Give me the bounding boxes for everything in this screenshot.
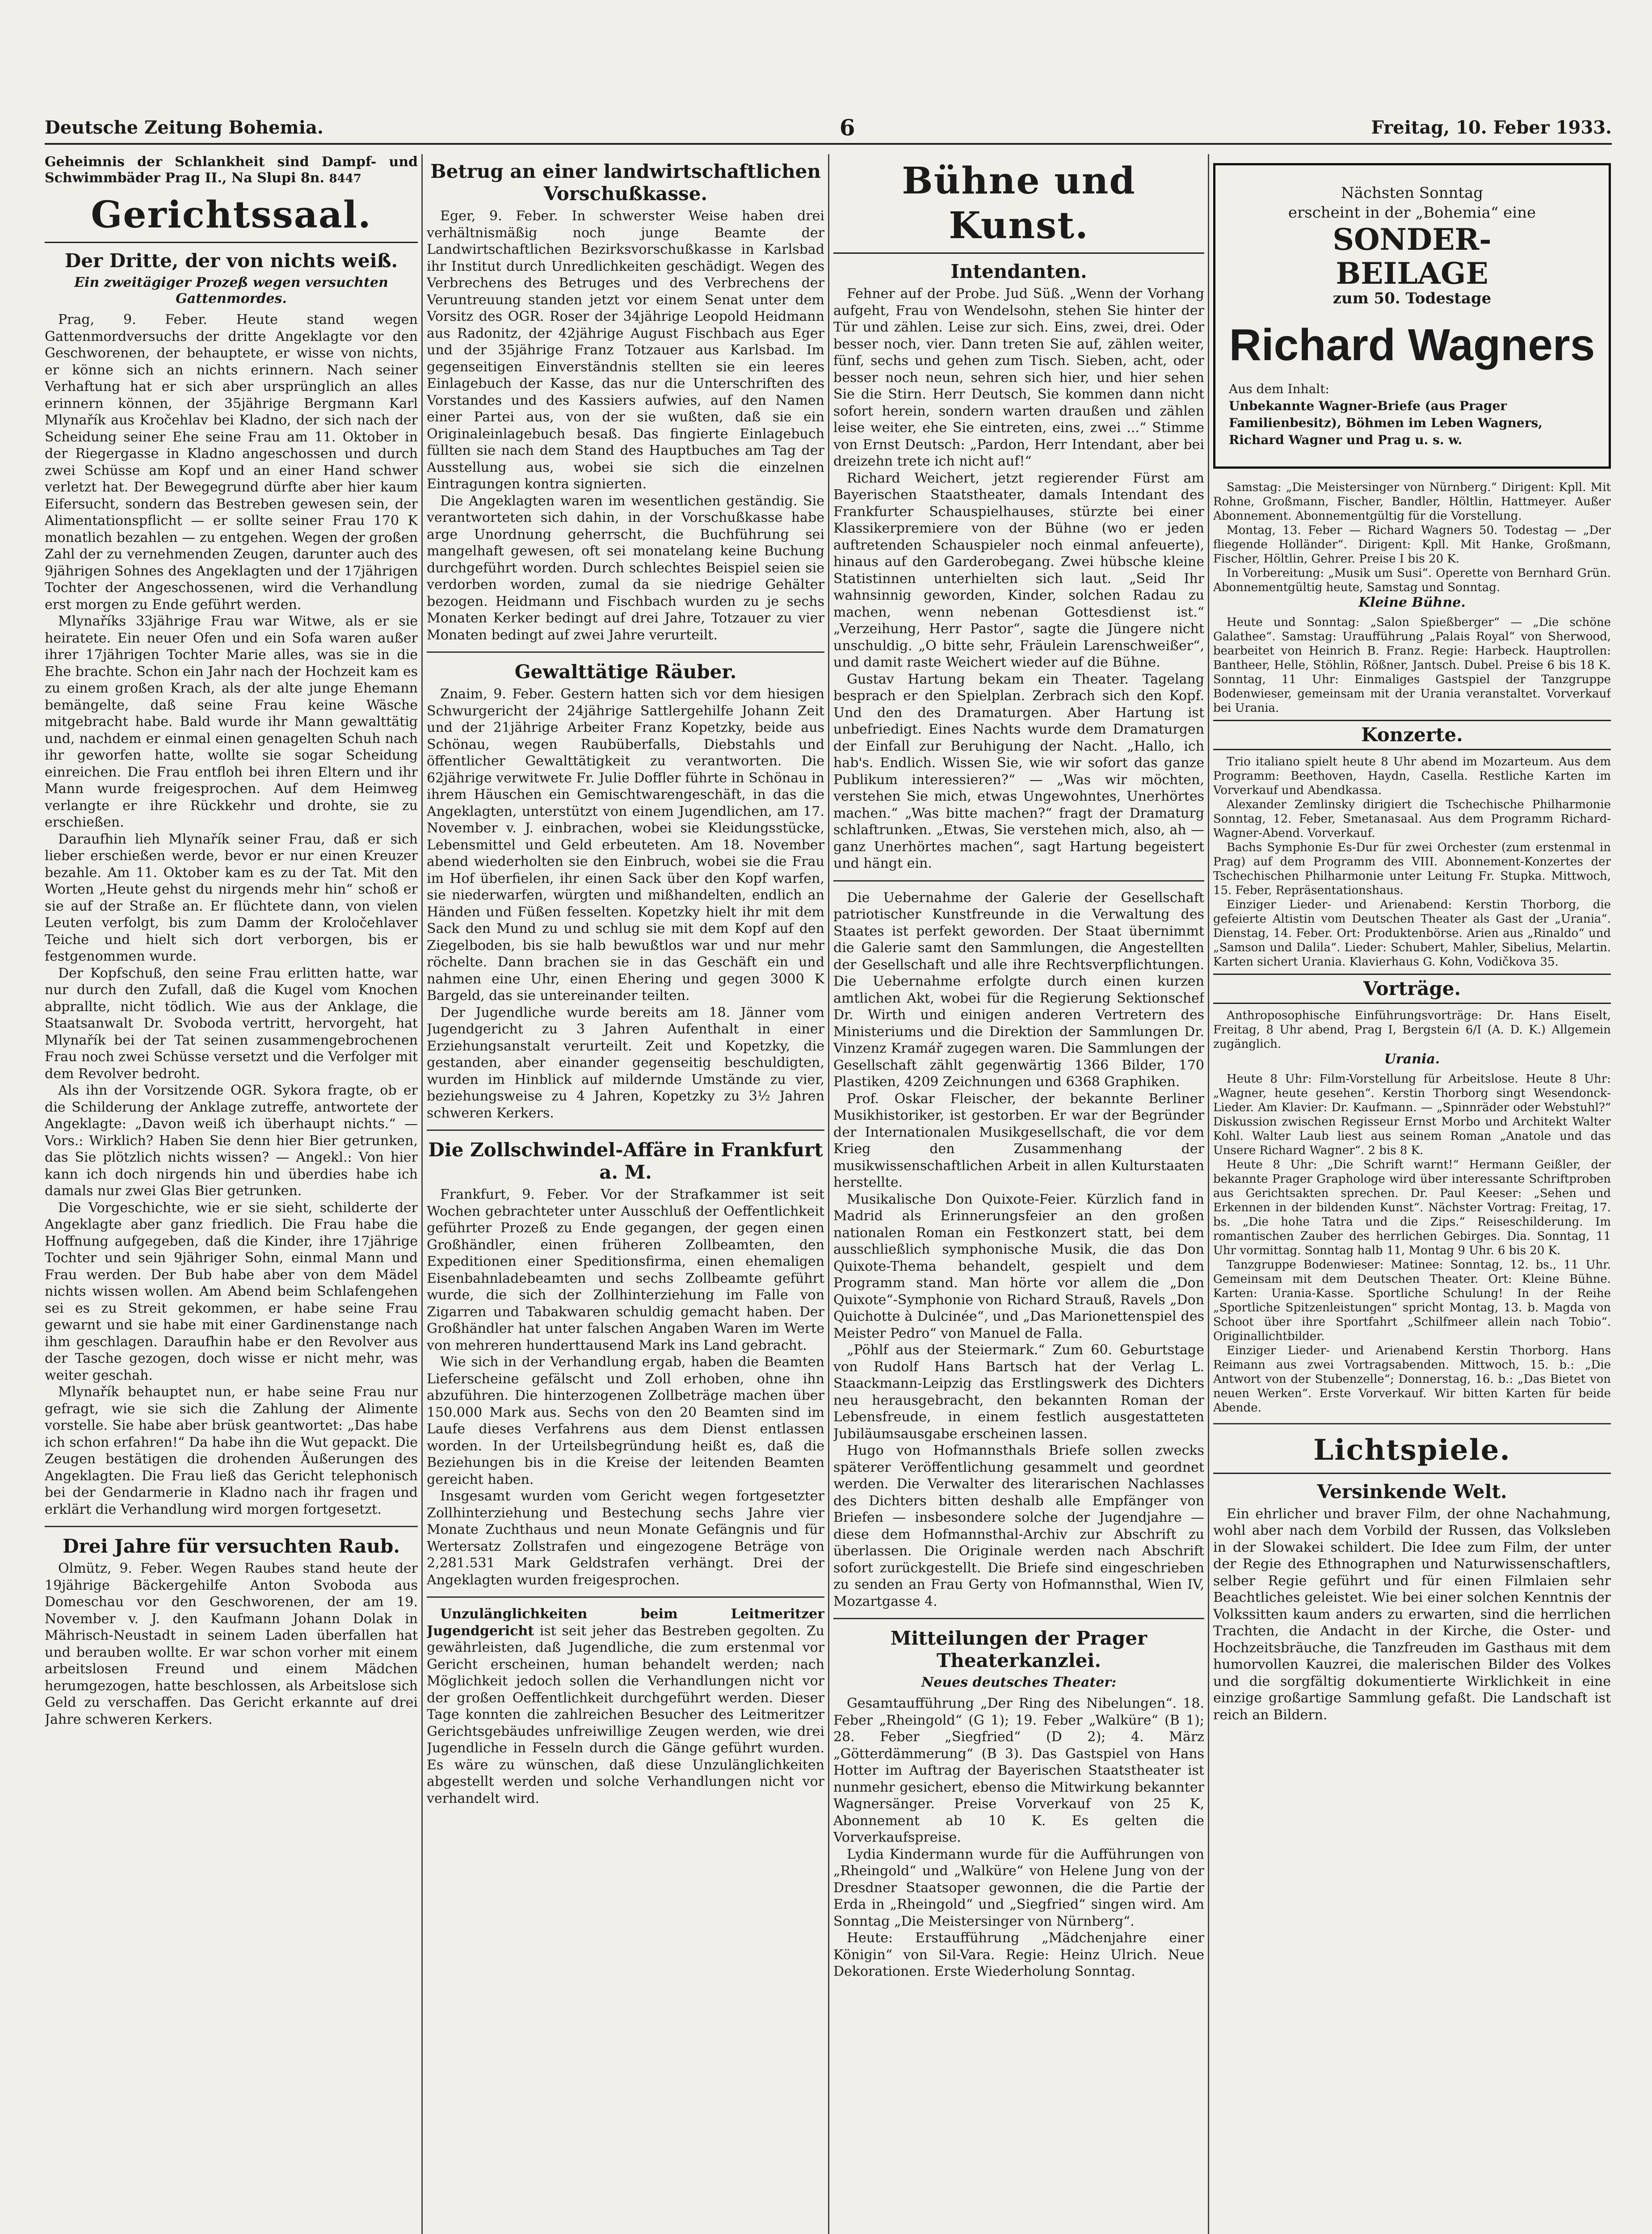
program-item: Anthroposophische Einführungsvorträge: Dr. Hans Eiselt, Freitag, 8 Uhr abend, Prag I, Bergstein 6/I (A. D. K.) Allgemein zugänglich.	[1213, 1008, 1611, 1051]
news-item: „Pöhlf aus der Steiermark.“ Zum 60. Geburtstage von Rudolf Hans Bartsch hat der Verlag L. Staackmann-Leipzig das Erstlingswerk des Dichters neu herausgebracht, den bekannten Roman der Lebensfreude, in einem festlich ausgestatteten Jubiläumsausgabe erscheinen lassen.	[833, 1342, 1204, 1442]
article-paragraph: Daraufhin lieh Mlynařík seiner Frau, daß er sich lieber erschießen werde, bevor er nur einen Kreuzer bezahle. Am 11. Oktober kam es zu der Tat. Mit den Worten „Heute gehst du nirgends mehr hin“ schoß er sie auf der Straße an. Er flüchtete dann, von vielen Leuten verfolgt, bis zum Damm der Kroločehlaver Teiche und hielt sich dort verborgen, bis er festgenommen wurde.	[45, 831, 418, 964]
newspaper-title: Deutsche Zeitung Bohemia.	[45, 117, 324, 138]
program-item: Trio italiano spielt heute 8 Uhr abend im Mozarteum. Aus dem Programm: Beethoven, Haydn, Casella. Restliche Karten im Vorverkauf und Abendkassa.	[1213, 755, 1611, 797]
article-paragraph: Frankfurt, 9. Feber. Vor der Strafkammer ist seit Wochen gebrachteter unter Ausschluß der Oeffentlichkeit geführter Prozeß zu Ende gegangen, der gegen einen Großhändler, einen früheren Zollbeamten, den Expeditionen einer Speditionsfirma, einen ehemaligen Eisenbahnladebeamten und sechs Zollbeamte geführt wurde, die sich der Zollhinterziehung im Falle von Zigarren und Tabakwaren schuldig gemacht haben. Der Großhändler hat unter falschen Angaben Waren im Werte von mehreren hunderttausend Mark ins Land gebracht.	[427, 1187, 824, 1353]
news-item: Hugo von Hofmannsthals Briefe sollen zwecks späterer Veröffentlichung gesammelt und geordnet werden. Die Verwalter des literarischen Nachlasses des Dichters bitten deshalb alle Empfänger von Briefen — insbesondere solche der Jugendjahre — diese dem Hofmannsthal-Archiv zur Abschrift zu überlassen. Die Originale werden nach Abschrift sofort zurückgestellt. Die Briefe sind eingeschrieben zu senden an Frau Gerty von Hofmannsthal, Wien IV, Mozartgasse 4.	[833, 1443, 1204, 1609]
news-item: Prof. Oskar Fleischer, der bekannte Berliner Musikhistoriker, ist gestorben. Er war der Begründer der Internationalen Musikgesellschaft, die vor dem Krieg den Zusammenhang der musikwissenschaftlichen Arbeit in allen Kulturstaaten herstellte.	[833, 1091, 1204, 1190]
program-item: Montag, 13. Feber — Richard Wagners 50. Todestag — „Der fliegende Holländer“. Dirigent: Kpll. Mit Hanke, Großmann, Fischer, Höltlin, Gehrer. Preise I bis 20 K.	[1213, 523, 1611, 566]
article-paragraph: Ein ehrlicher und braver Film, der ohne Nachahmung, wohl aber nach dem Vorbild der Russen, das Volksleben in der Slowakei schildert. Die Idee zum Film, der unter der Regie des Ethnographen und Naturwissenschaftlers, selber Regie geführt und für einen Filmlaien sehr Beachtliches geleistet. Wie bei einer solchen Kenntnis der Volkssitten kaum anders zu erwarten, sind die herrlichen Trachten, die Andacht in der Kirche, die Oster- und Hochzeitsbräuche, die Tanzfreuden im Gasthaus mit dem humorvollen Kauzrei, die malerischen Bilder des Volkes und die sorgfältig dokumentierte Wirklichkeit in eine einzige großartige Sammlung gefaßt. Die Landschaft ist reich an Bildern.	[1213, 1506, 1611, 1723]
subsection-title: Konzerte.	[1361, 723, 1463, 746]
article-title: Betrug an einer landwirtschaftlichen Vorschußkasse.	[430, 160, 821, 205]
article-paragraph: Fehner auf der Probe. Jud Süß. „Wenn der Vorhang aufgeht, Frau von Wendelsohn, stehen Sie hinter der Tür und zählen. Leise zur sich. Eins, zwei, drei. Oder besser noch, vier. Dann treten Sie auf, zählen weiter, fünf, sechs und gehen zum Tisch. Sieben, acht, oder besser noch neun, sehren sich hier, und hier sehen Sie die Stirn. Herr Deutsch, Sie kommen dann nicht sofort herein, sondern warten draußen und zählen leise weiter, ehe Sie eintreten, eins, zwei ...“ Stimme von Ernst Deutsch: „Pardon, Herr Intendant, aber bei dreizehn trete ich nicht auf!“	[833, 286, 1204, 469]
article-title: Versinkende Welt.	[1317, 1480, 1507, 1503]
ad-headline: BEILAGE	[1336, 256, 1488, 291]
program-item: Samstag: „Die Meistersinger von Nürnberg.“ Dirigent: Kpll. Mit Rohne, Großmann, Fischer, Bandler, Höltlin, Hattmeyer. Außer Abonnement. Abonnementgültig für die Vorstellung.	[1213, 480, 1611, 523]
program-item: Einziger Lieder- und Arienabend Kerstin Thorborg. Hans Reimann aus zwei Vortragsabenden. Mittwoch, 15. b.: „Die Antwort von der Stubenzelle“; Donnerstag, 16. b.: „Das Bietet von neuen Werken“. Erste Vorverkauf. Wir bitten Karten für beide Abende.	[1213, 1344, 1611, 1415]
ad-contents: Unbekannte Wagner-Briefe (aus Prager Familienbesitz), Böhmen im Leben Wagners, Richard Wagner und Prag u. s. w.	[1229, 398, 1543, 447]
article-title: Drei Jahre für versuchten Raub.	[63, 1535, 400, 1557]
column-2	[427, 154, 824, 2234]
article-paragraph: Olmütz, 9. Feber. Wegen Raubes stand heute der 19jährige Bäckergehilfe Anton Svoboda aus Domeschau vor den Geschworenen, der am 19. November v. J. den Kaufmann Johann Dolak in Mährisch-Neustadt in seinem Laden überfallen hat und berauben wollte. Er war schon vorher mit einem arbeitslosen Freund und einem Mädchen herumgezogen, hatte beschlossen, als Arbeitslose sich Geld zu verschaffen. Das Gericht erkannte auf drei Jahre schweren Kerkers.	[45, 1561, 418, 1727]
article-paragraph: Znaim, 9. Feber. Gestern hatten sich vor dem hiesigen Schwurgericht der 24jährige Sattlergehilfe Johann Zeit und der 21jährige Arbeiter Franz Kopetzky, beide aus Schönau, wegen Raubüberfalls, Diebstahls und öffentlicher Gewalttätigkeit zu verantworten. Die 62jährige verwitwete Fr. Julie Doffler führte in Schönau in ihrem Häuschen ein Gemischtwarengeschäft, in das die Angeklagten, unterstützt von einem Jugendlichen, am 17. November v. J. einbrachen, wobei sie Kleidungsstücke, Lebensmittel und Geld erbeuteten. Am 18. November abend wiederholten sie den Einbruch, wobei sie die Frau im Hof überfielen, ihr einen Sack über den Kopf warfen, sie niederwarfen, würgten und mißhandelten, endlich an Händen und Füßen fesselten. Kopetzky hielt ihr mit dem Sack den Mund zu und schlug sie mit dem Kopf auf den Ziegelboden, bis sie halb bewußtlos war und nur mehr röchelte. Dann brachen sie in das Geschäft ein und nahmen eine Uhr, einen Ehering und gegen 3000 K Bargeld, das sie untereinander teilten.	[427, 686, 824, 1004]
item-lead: Unzulänglichkeiten beim Leitmeritzer Jugendgericht	[427, 1606, 824, 1639]
article-subtitle: Ein zweitägiger Prozeß wegen versuchten Gattenmordes.	[74, 275, 388, 307]
item-text: ist seit jeher das Bestreben gegolten. Zu gewährleisten, daß Jugendliche, die zum erstenmal vor Gericht erscheinen, human behandelt werden; nach Möglichkeit jedoch sollen die Verhandlungen nicht vor der großen Oeffentlichkeit durchgeführt werden. Dieser Tage konnten die zahlreichen Besucher des Leitmeritzer Gerichtsgebäudes unfreiwillige Zeugen werden, wie drei Jugendliche in Fesseln durch die Gänge geführt wurden. Es wäre zu wünschen, daß diese Unzulänglichkeiten abgestellt werden und solche Verhandlungen nicht vor verhandelt wird.	[427, 1623, 824, 1806]
divider	[427, 651, 824, 653]
ad-headline: SONDER-	[1333, 222, 1492, 257]
program-item: Tanzgruppe Bodenwieser: Matinee: Sonntag, 12. bs., 11 Uhr. Gemeinsam mit dem Deutschen Theater. Ort: Kleine Bühne. Karten: Urania-Kasse. Sportliche Schulung! In der Reihe „Sportliche Spitzenleistungen“ spricht Montag, 13. b. Magda von Schoot über ihre Sportfahrt „Schilfmeer allein nach Tobio“. Originallichtbilder.	[1213, 1258, 1611, 1343]
ad-contents-label: Aus dem Inhalt:	[1229, 381, 1329, 396]
article-paragraph: Richard Weichert, jetzt regierender Fürst am Bayerischen Staatstheater, damals Intendant des Frankfurter Schauspielhauses, stürzte bei einer Klassikerpremiere von der Bühne (wo er jeden auftretenden Schauspieler noch einmal anfeuerte), hinaus auf den Garderobegang. Zwei hübsche kleine Statistinnen unterhielten sich laut. „Seid Ihr wahnsinnig geworden, Kinder, solchen Radau zu machen, wenn nebenan Gottesdienst ist.“ „Verzeihung, Herr Pastor“, sagte die Jüngere nicht unschuldig. „O bitte sehr, Fräulein Larenschweißer“, und damit raste Weichert wieder auf die Bühne.	[833, 470, 1204, 670]
column-3	[833, 154, 1204, 2234]
news-item: Die Uebernahme der Galerie der Gesellschaft patriotischer Kunstfreunde in die Verwaltung des Staates ist perfekt geworden. Der Staat übernimmt die Galerie samt den Sammlungen, die Angestellten der Gesellschaft und alle ihre Rechtsverpflichtungen. Die Uebernahme erfolgte durch einen kurzen amtlichen Akt, wobei für die Regierung Sektionschef Dr. Wirth und einigen anderen Vertretern des Ministeriums und die Direktion der Sammlungen Dr. Vinzenz Kramář zugegen waren. Die Sammlungen der Gesellschaft zählt gegenwärtig 1366 Bilder, 170 Plastiken, 4209 Zeichnungen und 6368 Graphiken.	[833, 890, 1204, 1090]
program-item: Heute 8 Uhr: „Die Schrift warnt!“ Hermann Geißler, der bekannte Prager Graphologe wird über interessante Schriftproben aus Gerichtsakten sprechen. Dr. Paul Keeser: „Sehen und Erkennen in der bildenden Kunst“. Nächster Vortrag: Freitag, 17. bs. „Die hohe Tatra und die Zips.“ Reiseschilderung. Im romantischen Zauber des herrlichen Gebirges. Dia. Sonntag, 11 Uhr vormittag. Sonntag halb 11, Montag 9 Uhr. 6 bis 20 K.	[1213, 1158, 1611, 1257]
notice-code: 8447	[329, 172, 362, 185]
ad-subline: zum 50. Todestage	[1333, 290, 1492, 307]
news-item: Lydia Kindermann wurde für die Aufführungen von „Rheingold“ und „Walküre“ von Helene Jung von der Dresdner Staatsoper gewonnen, die die Partie der Erda in „Rheingold“ und „Siegfried“ singen wird. Am Sonntag „Die Meistersinger von Nürnberg“.	[833, 1846, 1204, 1929]
ad-name: Richard Wagners	[1229, 319, 1595, 370]
news-item: Gesamtaufführung „Der Ring des Nibelungen“. 18. Feber „Rheingold“ (G 1); 19. Feber „Walküre“ (B 1); 28. Feber „Siegfried“ (D 2); 4. März „Götterdämmerung“ (B 3). Das Gastspiel von Hans Hotter im Auftrag der Bayerischen Staatstheater ist nunmehr gesichert, ebenso die Mitwirkung bekannter Wagnersänger. Preise Vorverkauf von 25 K, Abonnement ab 10 K. Es gelten die Vorverkaufspreise.	[833, 1696, 1204, 1845]
notice-text: Geheimnis der Schlankheit sind Dampf- und Schwimmbäder Prag II., Na Slupi 8n.	[45, 154, 418, 186]
wagner-advertisement	[1213, 163, 1611, 469]
article-paragraph: Der Jugendliche wurde bereits am 18. Jänner vom Jugendgericht zu 3 Jahren Aufenthalt in einer Erziehungsanstalt verurteilt. Zeit und Kopetzky, die gestanden, aber einander gegenseitig beschuldigten, wurden im Hinblick auf mildernde Umstände zu vier, beziehungsweise zu 4 Jahren, Kopetzky zu 3½ Jahren schweren Kerkers.	[427, 1004, 824, 1121]
article-paragraph: Mlynaříks 33jährige Frau war Witwe, als er sie heiratete. Ein neuer Ofen und ein Sofa waren außer ihrer 17jährigen Tochter Marie alles, was sie in die Ehe brachte. Schon ein Jahr nach der Hochzeit kam es zu einem großen Krach, als der alte junge Ehemann bemängelte, daß seine Frau keine Wäsche mitgebracht habe. Bald wurde ihr Mann gewalttätig und, nachdem er einmal einen genagelten Schuh nach ihr geworfen hatte, wollte sie sogar Scheidung einreichen. Die Frau entfloh bei ihren Eltern und ihr Mann wurde freigesprochen. Auf dem Heimweg verlangte er ihre Rückkehr und drohte, sie zu erschießen.	[45, 613, 418, 830]
subsection-title: Kleine Bühne.	[1358, 594, 1466, 610]
program-item: Heute 8 Uhr: Film-Vorstellung für Arbeitslose. Heute 8 Uhr: „Wagner, heute gesehen“. Kerstin Thorborg singt Wesendonck-Lieder. Am Klavier: Dr. Kaufmann. — „Spinnräder oder Webstuhl?“ Diskussion zwischen Regisseur Ernst Morbo und Architekt Walter Kohl. Walter Laub liest aus seinem Roman „Anatole und das Unsere Richard Wagner“. 2 bis 8 K.	[1213, 1072, 1611, 1157]
article-title: Mitteilungen der Prager Theaterkanzlei.	[890, 1627, 1148, 1671]
page-number: 6	[839, 114, 855, 141]
article-paragraph: Gustav Hartung bekam ein Theater. Tagelang besprach er den Spielplan. Zerbrach sich den Kopf. Und den des Dramaturgen. Aber Hartung ist unbefriedigt. Eines Nachts wurde dem Dramaturgen der Einfall zur Beruhigung der Nacht. „Hallo, ich hab's. Endlich. Wissen Sie, wie wir sofort das ganze Publikum interessieren?“ — „Was wir möchten, verstehen Sie mich, etwas Ungewohntes, Unerhörtes machen.“ „Was bitte machen?“ fragt der Dramaturg schlaftrunken. „Etwas, Sie verstehen mich, also, ah — ganz Unerhörtes machen“, sagt Hartung begeistert und hängt ein.	[833, 671, 1204, 871]
article-paragraph: Insgesamt wurden vom Gericht wegen fortgesetzter Zollhinterziehung und Bestechung sechs Jahre vier Monate Zuchthaus und neun Monate Gefängnis und für Wertersatz Zollstrafen und eingezogene Beträge von 2,281.531 Mark Geldstrafen verhängt. Drei der Angeklagten wurden freigesprochen.	[427, 1488, 824, 1588]
divider	[427, 1130, 824, 1131]
program-item: Einziger Lieder- und Arienabend: Kerstin Thorborg, die gefeierte Altistin vom Deutschen Theater als Gast der „Urania“. Dienstag, 14. Feber. Ort: Produktenbörse. Arien aus „Rinaldo“ und „Samson und Dalila“. Lieder: Schubert, Mahler, Sibelius, Melartin. Karten sichert Urania. Klavierhaus G. Kohn, Vodičkova 35.	[1213, 898, 1611, 969]
program-item: Heute und Sonntag: „Salon Spießberger“ — „Die schöne Galathee“. Samstag: Uraufführung „Palais Royal“ von Sherwood, bearbeitet von Heinrich B. Franz. Regie: Harbeck. Hauptrollen: Bantheer, Helle, Stöhlin, Rößner, Jantsch. Dubel. Preise 6 bis 18 K. Sonntag, 11 Uhr: Einmaliges Gastspiel der Tanzgruppe Bodenwieser, gemeinsam mit der Urania veranstaltet. Vorverkauf bei Urania.	[1213, 615, 1611, 715]
article-title: Der Dritte, der von nichts weiß.	[64, 250, 398, 272]
section-title: Gerichtssaal.	[45, 193, 418, 243]
article-paragraph: Mlynařík behauptet nun, er habe seine Frau nur gefragt, wie sie sich die Zahlung der Alimente vorstelle. Sie habe aber brüsk geantwortet: „Das habe ich schon erfahren!“ Da habe ihn die Wut gepackt. Die Zeugen bestätigen die drohenden Äußerungen des Angeklagten. Die Frau ließ das Gericht telephonisch bei der Gendarmerie in Kladno nach ihr fragen und erklärt die Verhandlung wird morgen fortgesetzt.	[45, 1384, 418, 1517]
article-paragraph: Die Angeklagten waren im wesentlichen geständig. Sie verantworteten sich dahin, in der Vorschußkasse habe arge Unordnung geherrscht, die Buchführung sei mangelhaft gewesen, oft sei monatelang keine Buchung durchgeführt worden. Durch schlechtes Beispiel seien sie verdorben worden, zumal da sie niedrige Gehälter bezogen. Heidmann und Fischbach wurden zu je sechs Monaten Kerker bedingt auf drei Jahre, Totzauer zu vier Monaten bedingt auf zwei Jahre verurteilt.	[427, 493, 824, 643]
column-rule	[1208, 154, 1209, 2234]
program-item: In Vorbereitung: „Musik um Susi“. Operette von Bernhard Grün. Abonnementgültig heute, Samstag und Sonntag.	[1213, 566, 1611, 594]
issue-date: Freitag, 10. Feber 1933.	[1371, 117, 1612, 138]
article-paragraph: Prag, 9. Feber. Heute stand wegen Gattenmordversuchs der dritte Angeklagte vor den Geschworenen, der behauptete, er wisse von nichts, er könne sich an nichts erinnern. Nach seiner Verhaftung hat er sich aber ursprünglich an alles erinnern können, der 35jährige Bergmann Karl Mlynařík aus Kročehlav bei Kladno, der sich nach der Scheidung seiner Ehe seine Frau am 11. Oktober in der Riegergasse in Kladno angeschossen und durch zwei Schüsse am Kopf und an einer Hand schwer verletzt hat. Der Bewegegrund dürfte aber hier kaum Eifersucht, sondern das Bestreben gewesen sein, der Alimentationspflicht — er sollte seiner Frau 170 K monatlich bezahlen — zu entgehen. Wegen der großen Zahl der zu vernehmenden Zeugen, darunter auch des 9jährigen Sohnes des Angeklagten und der 17jährigen Tochter der Angeschossenen, wird die Verhandlung erst morgen zu Ende geführt werden.	[45, 312, 418, 613]
section-title: Lichtspiele.	[1213, 1432, 1611, 1474]
column-rule	[421, 154, 423, 2234]
divider	[1213, 1423, 1611, 1424]
program-item: Bachs Symphonie Es-Dur für zwei Orchester (zum erstenmal in Prag) auf dem Programm des VIII. Abonnement-Konzertes der Tschechischen Philharmonie unter Leitung Fr. Stupka. Mittwoch, 15. Feber, Repräsentationshaus.	[1213, 840, 1611, 897]
notice	[45, 154, 418, 186]
article-paragraph: Eger, 9. Feber. In schwerster Weise haben drei verhältnismäßig noch junge Beamte der Landwirtschaftlichen Bezirksvorschußkasse in Karlsbad ihr Institut durch Unredlichkeiten geschädigt. Wegen des Verbrechens des Betruges und des Verbrechens der Veruntreuung standen jetzt vor einem Senat unter dem Vorsitz des OGR. Roser der 34jährige Leopold Heidmann aus Radonitz, der 42jährige August Fischbach aus Eger und der 35jährige Franz Totzauer aus Karlsbad. Im gegenseitigen Einverständnis stellten sie ein leeres Einlagebuch der Kasse, das nur die Unterschriften des Vorstandes und des Kassiers aufwies, auf den Namen einer Partei aus, von der sie wußten, daß sie ein Originaleinlagebuch besaß. Das fingierte Einlagebuch füllten sie nach dem Stand des Hauptbuches am Tag der Ausstellung aus, wobei sie sich die einzelnen Eintragungen kontra signierten.	[427, 208, 824, 492]
article-title: Die Zollschwindel-Affäre in Frankfurt a. M.	[428, 1139, 823, 1183]
ad-line: erscheint in der „Bohemia“ eine	[1288, 204, 1536, 222]
divider	[833, 880, 1204, 882]
article-title: Gewalttätige Räuber.	[514, 661, 737, 683]
page-header	[45, 112, 1612, 145]
article-paragraph: Als ihn der Vorsitzende OGR. Sykora fragte, ob er die Schilderung der Anklage zutreffe, antwortete der Angeklagte: „Davon weiß ich überhaupt nichts.“ — Vors.: Wirklich? Haben Sie denn hier Bier getrunken, das Sie plötzlich nichts wissen? — Angekl.: Von hier kann ich doch nirgends hin und überdies habe ich damals nur zwei Glas Bier getrunken.	[45, 1083, 418, 1199]
subsection-title: Vorträge.	[1363, 977, 1461, 999]
article-paragraph: Der Kopfschuß, den seine Frau erlitten hatte, war nur durch den Zufall, daß die Kugel vom Knochen abprallte, nicht tödlich. Wie aus der Anklage, die Staatsanwalt Dr. Svoboda vertritt, hervorgeht, hat Mlynařík bei der Tat seinen zusammengebrochenen Frau noch zwei Schüsse versetzt und die Verfolger mit dem Revolver bedroht.	[45, 965, 418, 1082]
column-4	[1213, 154, 1611, 2234]
section-title: Bühne und Kunst.	[833, 159, 1204, 254]
divider	[45, 1526, 418, 1527]
article-subtitle: Neues deutsches Theater:	[921, 1675, 1117, 1690]
column-rule	[828, 154, 829, 2234]
article-paragraph: Wie sich in der Verhandlung ergab, haben die Beamten Lieferscheine gefälscht und Zoll erhoben, ohne ihn abzuführen. Die hinterzogenen Zollbeträge machen über 150.000 Mark aus. Sechs von den 20 Beamten sind im Laufe dieses Verfahrens aus dem Dienst entlassen worden. In der Urteilsbegründung heißt es, daß die Beziehungen bis in die Kreise der leitenden Beamten gereicht haben.	[427, 1354, 824, 1487]
article-paragraph: Die Vorgeschichte, wie er sie sieht, schilderte der Angeklagte aber ganz friedlich. Die Frau habe die Hoffnung aufgegeben, daß die Kinder, ihre 17jährige Tochter und sein 9jähriger Sohn, einmal Mann und Frau werden. Der Bub habe aber von dem Mädel nichts wissen wollen. Am Abend beim Schlafengehen sei es zu Streit gekommen, er habe seine Frau gewarnt und sie habe mit einer Gardinenstange nach ihm geschlagen. Daraufhin habe er den Revolver aus der Tasche gezogen, doch wisse er nicht mehr, was weiter geschah.	[45, 1200, 418, 1383]
program-item: Alexander Zemlinsky dirigiert die Tschechische Philharmonie Sonntag, 12. Feber, Smetanasaal. Aus dem Programm Richard-Wagner-Abend. Vorverkauf.	[1213, 798, 1611, 840]
article-title: Intendanten.	[950, 260, 1087, 282]
divider	[427, 1596, 824, 1598]
news-item: Heute: Erstaufführung „Mädchenjahre einer Königin“ von Sil-Vara. Regie: Heinz Ulrich. Neue Dekorationen. Erste Wiederholung Sonntag.	[833, 1930, 1204, 1979]
subsection-title: Urania.	[1384, 1051, 1440, 1067]
column-1	[45, 154, 418, 2234]
divider	[833, 1618, 1204, 1619]
ad-line: Nächsten Sonntag	[1341, 184, 1484, 202]
news-item: Musikalische Don Quixote-Feier. Kürzlich fand in Madrid als Erinnerungsfeier an den großen nationalen Roman ein Festkonzert statt, bei dem ausschließlich symphonische Musik, die das Don Quixote-Thema behandelt, gespielt und dem Programm stand. Man hörte vor allem die „Don Quixote“-Symphonie von Richard Strauß, Ravels „Don Quichotte à Dulcinée“, und „Das Marionettenspiel des Meister Pedro“ von Manuel de Falla.	[833, 1191, 1204, 1341]
